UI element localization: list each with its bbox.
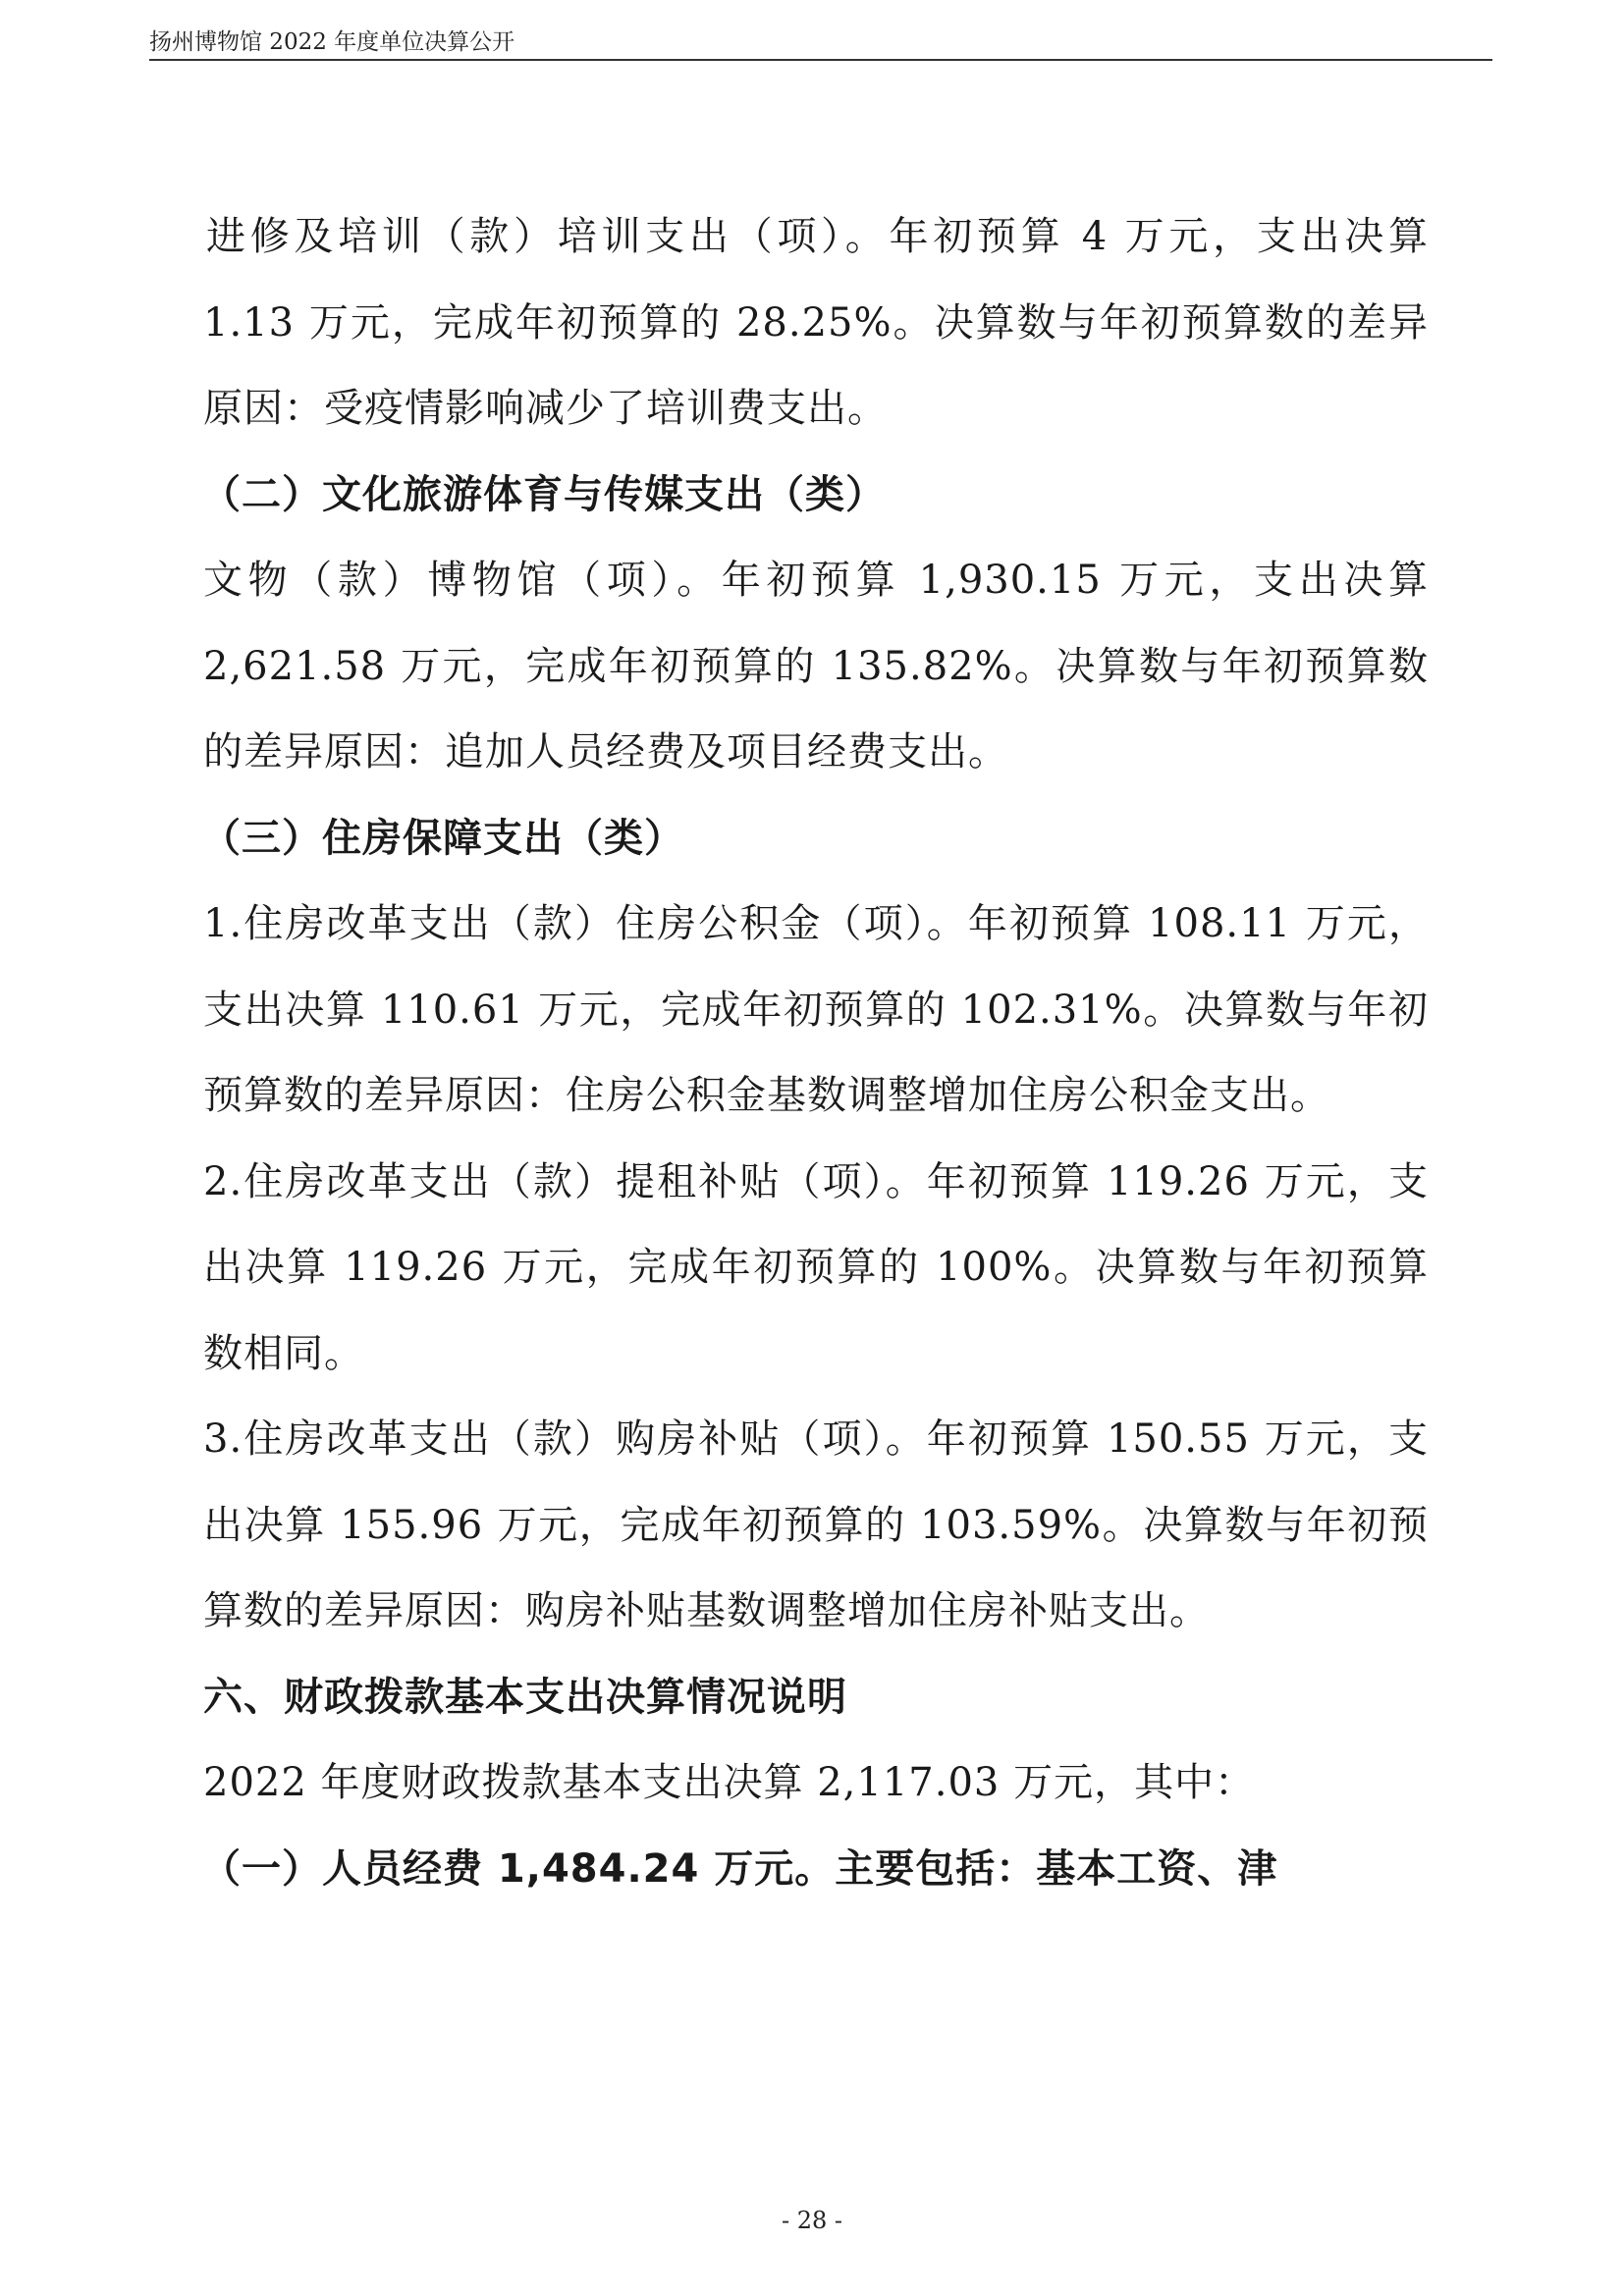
paragraph-personnel-expense: （一）人员经费 1,484.24 万元。主要包括：基本工资、津 — [201, 1845, 1278, 1892]
paragraph-housing-purchase-subsidy: 3.住房改革支出（款）购房补贴（项）。年初预算 150.55 万元，支出决算 155.96 万元，完成年初预算的 103.59%。决算数与年初预算数的差异原因：购房补贴基数调整增加住房补贴支出。 — [203, 1416, 1429, 1633]
paragraph-housing-fund: 1.住房改革支出（款）住房公积金（项）。年初预算 108.11 万元，支出决算 110.61 万元，完成年初预算的 102.31%。决算数与年初预算数的差异原因：住房公积金基数调整增加住房公积金支出。 — [203, 901, 1429, 1118]
heading-basic-expenditure: 六、财政拨款基本支出决算情况说明 — [203, 1674, 847, 1720]
paragraph-basic-expenditure-total: 2022 年度财政拨款基本支出决算 2,117.03 万元，其中： — [203, 1760, 1256, 1805]
heading-culture-tourism: （二）文化旅游体育与传媒支出（类） — [201, 471, 886, 517]
paragraph-training-expense: 进修及培训（款）培训支出（项）。年初预算 4 万元，支出决算 1.13 万元，完成年初预算的 28.25%。决算数与年初预算数的差异原因：受疫情影响减少了培训费支出。 — [203, 214, 1429, 431]
paragraph-museum-expense: 文物（款）博物馆（项）。年初预算 1,930.15 万元，支出决算 2,621.58 万元，完成年初预算的 135.82%。决算数与年初预算数的差异原因：追加人员经费及项目经费支出。 — [203, 558, 1429, 774]
heading-housing-security: （三）住房保障支出（类） — [201, 815, 684, 861]
paragraph-rent-subsidy: 2.住房改革支出（款）提租补贴（项）。年初预算 119.26 万元，支出决算 119.26 万元，完成年初预算的 100%。决算数与年初预算数相同。 — [203, 1158, 1429, 1376]
page-header-title: 扬州博物馆 2022 年度单位决算公开 — [149, 29, 515, 55]
header-divider — [149, 59, 1492, 61]
document-body — [201, 194, 1429, 1912]
page-number: - 28 - — [781, 2207, 842, 2234]
